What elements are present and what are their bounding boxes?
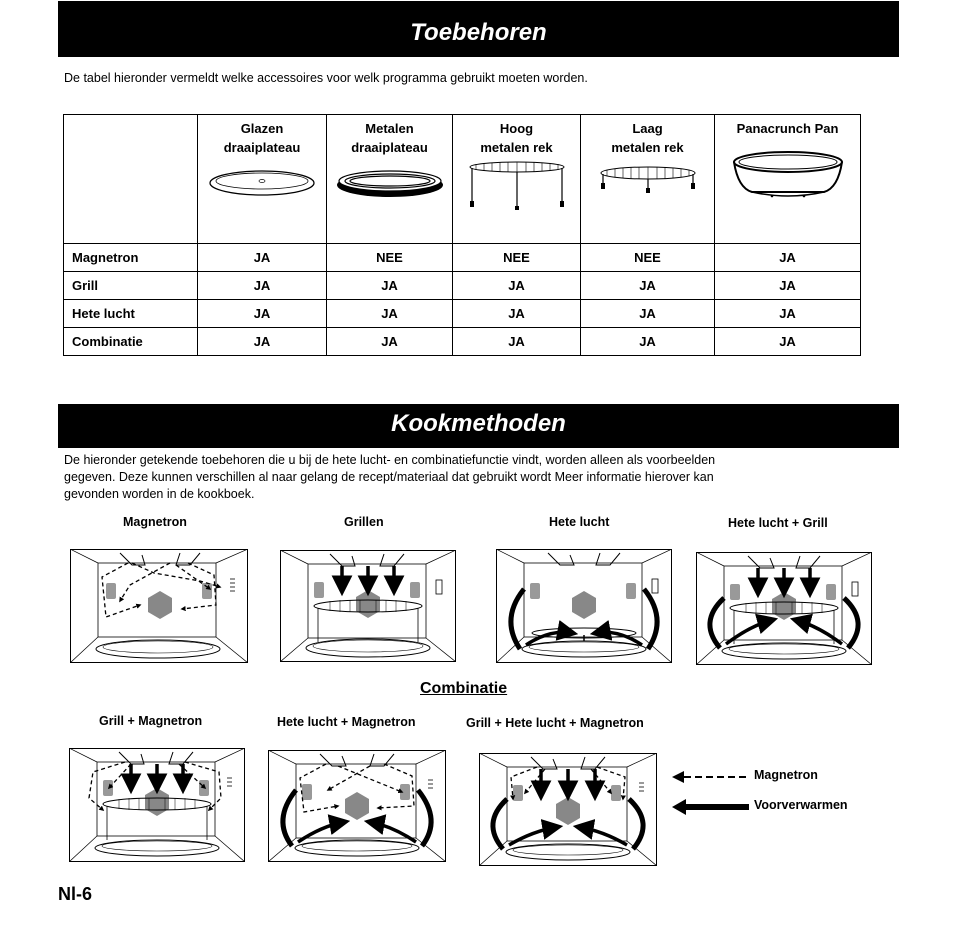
table-cell: JA <box>715 272 861 300</box>
accessories-title: Toebehoren <box>410 19 547 46</box>
method-label-magnetron: Magnetron <box>123 515 187 529</box>
diagram-grill-magnetron <box>69 748 245 862</box>
table-cell: JA <box>453 328 581 356</box>
metal-turntable-icon <box>335 163 445 203</box>
row-label: Grill <box>64 272 198 300</box>
table-row <box>64 300 861 328</box>
table-header-cell: Panacrunch Pan <box>715 115 861 244</box>
table-row <box>64 328 861 356</box>
row-label: Magnetron <box>64 244 198 272</box>
table-cell: JA <box>581 272 715 300</box>
method-label-hete-lucht-grill: Hete lucht + Grill <box>728 516 828 530</box>
table-corner-cell <box>64 115 198 244</box>
diagram-hete-lucht-grill <box>696 552 872 665</box>
table-cell: JA <box>198 328 327 356</box>
table-cell: JA <box>198 272 327 300</box>
table-header-cell: Metalen draaiplateau <box>327 115 453 244</box>
table-header-row <box>64 115 861 244</box>
table-cell: NEE <box>581 244 715 272</box>
diagram-hete-lucht-magnetron <box>268 750 446 862</box>
table-cell: JA <box>715 244 861 272</box>
diagram-magnetron <box>70 549 248 663</box>
legend-solid-arrow-icon <box>672 798 752 821</box>
table-header-cell: Glazen draaiplateau <box>198 115 327 244</box>
table-header-cell: Laag metalen rek <box>581 115 715 244</box>
table-cell: JA <box>453 272 581 300</box>
methods-intro <box>64 452 715 503</box>
table-cell: JA <box>581 328 715 356</box>
glass-turntable-icon <box>207 163 317 203</box>
methods-intro-line: gevonden worden in de kookboek. <box>64 487 255 501</box>
method-label-hete-lucht-magnetron: Hete lucht + Magnetron <box>277 715 416 729</box>
accessories-intro: De tabel hieronder vermeldt welke accessoires voor welk programma gebruikt moeten worden. <box>64 71 588 85</box>
table-cell: JA <box>327 328 453 356</box>
table-cell: JA <box>581 300 715 328</box>
method-label-grillen: Grillen <box>344 515 384 529</box>
table-cell: JA <box>198 244 327 272</box>
high-rack-icon <box>462 159 572 211</box>
table-cell: NEE <box>327 244 453 272</box>
legend-dashed-arrow-icon <box>672 769 752 790</box>
table-row <box>64 244 861 272</box>
row-label: Hete lucht <box>64 300 198 328</box>
table-cell: JA <box>715 328 861 356</box>
method-label-grill-hete-lucht-magnetron: Grill + Hete lucht + Magnetron <box>466 716 644 730</box>
table-cell: NEE <box>453 244 581 272</box>
diagram-grill-hete-lucht-magnetron <box>479 753 657 866</box>
table-cell: JA <box>715 300 861 328</box>
diagram-hete-lucht <box>496 549 672 663</box>
method-label-hete-lucht: Hete lucht <box>549 515 610 529</box>
diagram-grillen <box>280 550 456 662</box>
low-rack-icon <box>593 161 703 201</box>
methods-title: Kookmethoden <box>391 410 566 437</box>
table-row <box>64 272 861 300</box>
legend-solid-label: Voorverwarmen <box>754 798 848 812</box>
methods-title-bar <box>58 404 899 448</box>
page-number: Nl-6 <box>58 884 93 904</box>
methods-intro-line: gegeven. Deze kunnen verschillen al naar gelang de recept/materiaal dat gebruikt wordt Meer informatie hierover kan <box>64 470 714 484</box>
panacrunch-pan-icon <box>730 148 846 204</box>
accessories-table <box>63 114 861 356</box>
methods-intro-line: De hieronder getekende toebehoren die u bij de hete lucht- en combinatiefunctie vindt, worden alleen als voorbeelden <box>64 453 716 467</box>
legend-dashed-label: Magnetron <box>754 768 818 782</box>
combination-heading: Combinatie <box>420 680 508 697</box>
table-cell: JA <box>453 300 581 328</box>
accessories-title-bar <box>58 1 899 57</box>
table-cell: JA <box>327 300 453 328</box>
table-header-cell: Hoog metalen rek <box>453 115 581 244</box>
method-label-grill-magnetron: Grill + Magnetron <box>99 714 203 728</box>
table-cell: JA <box>198 300 327 328</box>
table-cell: JA <box>327 272 453 300</box>
row-label: Combinatie <box>64 328 198 356</box>
